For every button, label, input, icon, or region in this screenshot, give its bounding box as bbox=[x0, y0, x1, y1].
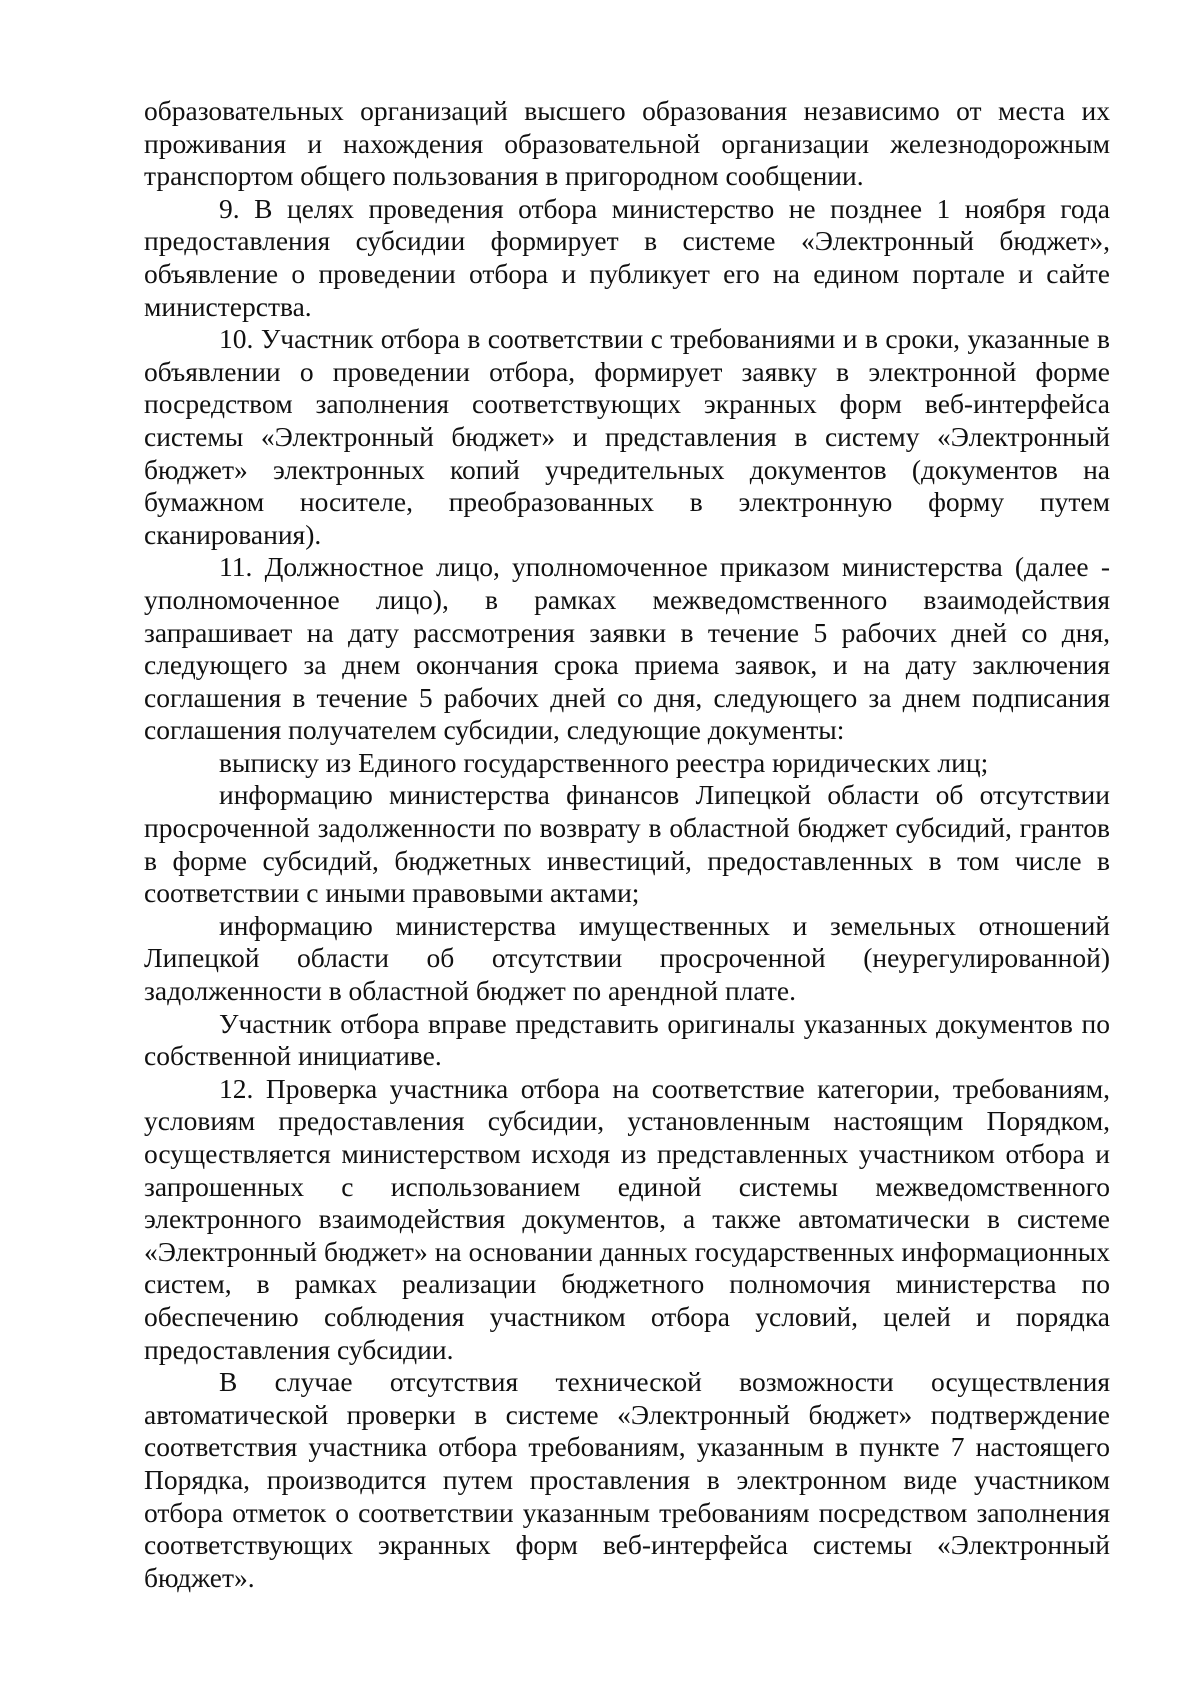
paragraph-no-technical-possibility: В случае отсутствия технической возможности осуществления автоматической проверки в системе «Электронный бюджет» подтверждение соответствия участника отбора требованиям, указанным в пункте 7 настоящего Порядка, производится путем проставления в электронном виде участником отбора отметок о соответствии указанным требованиям посредством заполнения соответствующих экранных форм веб-интерфейса системы «Электронный бюджет». bbox=[144, 1366, 1110, 1593]
paragraph-originals-note: Участник отбора вправе представить оригиналы указанных документов по собственной инициативе. bbox=[144, 1007, 1110, 1072]
paragraph-item-11: 11. Должностное лицо, уполномоченное приказом министерства (далее - уполномоченное лицо), в рамках межведомственного взаимодействия запрашивает на дату рассмотрения заявки в течение 5 рабочих дней со дня, следующего за днем окончания срока приема заявок, и на дату заключения соглашения в течение 5 рабочих дней со дня, следующего за днем подписания соглашения получателем субсидии, следующие документы: bbox=[144, 551, 1110, 746]
paragraph-continuation: образовательных организаций высшего образования независимо от места их проживания и нахождения образовательной организации железнодорожным транспортом общего пользования в пригородном сообщении. bbox=[144, 95, 1110, 192]
paragraph-item-10: 10. Участник отбора в соответствии с требованиями и в сроки, указанные в объявлении о проведении отбора, формирует заявку в электронной форме посредством заполнения соответствующих экранных форм веб-интерфейса системы «Электронный бюджет» и представления в систему «Электронный бюджет» электронных копий учредительных документов (документов на бумажном носителе, преобразованных в электронную форму путем сканирования). bbox=[144, 323, 1110, 550]
paragraph-list-property: информацию министерства имущественных и земельных отношений Липецкой области об отсутствии просроченной (неурегулированной) задолженности в областной бюджет по арендной плате. bbox=[144, 909, 1110, 1007]
paragraph-item-9: 9. В целях проведения отбора министерство не позднее 1 ноября года предоставления субсидии формирует в системе «Электронный бюджет», объявление о проведении отбора и публикует его на едином портале и сайте министерства. bbox=[144, 192, 1110, 322]
paragraph-list-egrul: выписку из Единого государственного реестра юридических лиц; bbox=[219, 746, 989, 778]
paragraph-item-12: 12. Проверка участника отбора на соответствие категории, требованиям, условиям предоставления субсидии, установленным настоящим Порядком, осуществляется министерством исходя из представленных участником отбора и запрошенных с использованием единой системы межведомственного электронного взаимодействия документов, а также автоматически в системе «Электронный бюджет» на основании данных государственных информационных систем, в рамках реализации бюджетного полномочия министерства по обеспечению соблюдения участником отбора условий, целей и порядка предоставления субсидии. bbox=[144, 1072, 1110, 1365]
paragraph-list-finance: информацию министерства финансов Липецкой области об отсутствии просроченной задолженности по возврату в областной бюджет субсидий, грантов в форме субсидий, бюджетных инвестиций, предоставленных в том числе в соответствии с иными правовыми актами; bbox=[144, 779, 1110, 909]
